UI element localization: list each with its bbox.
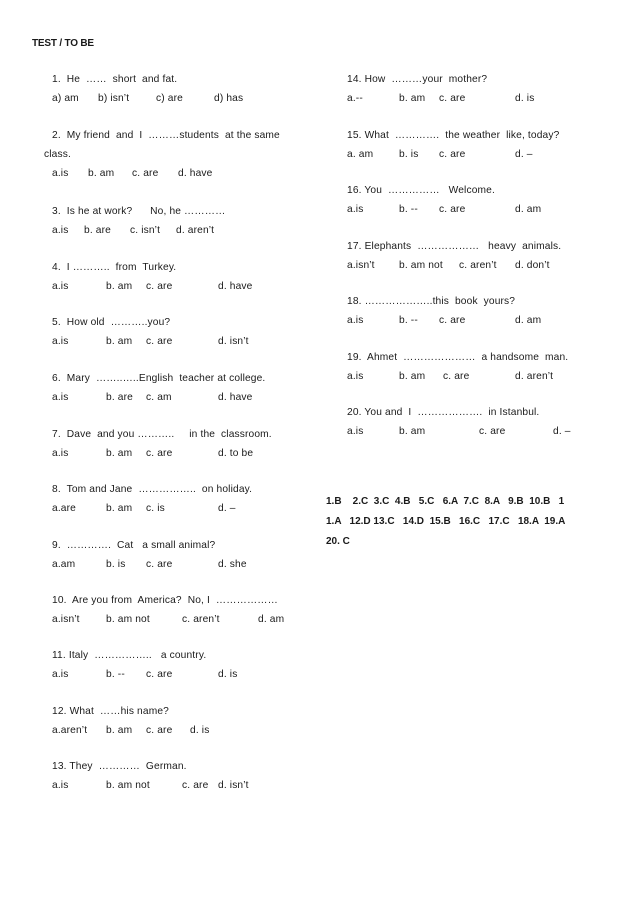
question-2 [44, 130, 280, 182]
option-b: b. am [399, 371, 426, 382]
option-c: c. are [443, 371, 470, 382]
option-b: b. am not [106, 780, 150, 791]
question-stem: 15. What …………. the weather like, today? [347, 130, 560, 141]
option-a: a.is [347, 315, 364, 326]
page-title: TEST / TO BE [32, 38, 94, 49]
question-17 [347, 241, 561, 274]
option-a: a.is [52, 669, 69, 680]
question-4 [52, 262, 253, 295]
question-stem: 13. They ………… German. [52, 761, 187, 772]
option-d: d) has [214, 93, 244, 104]
option-a: a.isn’t [52, 614, 80, 625]
option-c: c. are [439, 315, 466, 326]
option-c: c. are [182, 780, 209, 791]
option-c: c. are [146, 669, 173, 680]
option-d: d. is [218, 669, 238, 680]
question-stem: 4. I ……….. from Turkey. [52, 262, 177, 273]
option-d: d. have [218, 281, 253, 292]
question-stem: 14. How ………your mother? [347, 74, 488, 85]
option-d: d. isn’t [218, 780, 249, 791]
option-d: d. isn’t [218, 336, 249, 347]
option-c: c. isn’t [130, 225, 161, 236]
question-18 [347, 296, 542, 329]
option-a: a.is [347, 426, 364, 437]
question-5 [52, 317, 249, 350]
option-b: b. are [84, 225, 111, 236]
option-c: c. aren’t [459, 260, 497, 271]
option-a: a.is [347, 204, 364, 215]
question-stem: 16. You …………… Welcome. [347, 185, 495, 196]
question-stem: 17. Elephants ……………… heavy animals. [347, 241, 562, 252]
option-c: c. are [439, 204, 466, 215]
question-20 [347, 407, 571, 440]
question-15 [347, 130, 559, 163]
option-b: b. am not [106, 614, 150, 625]
option-d: d. have [178, 168, 213, 179]
question-stem-continued: class. [44, 149, 71, 160]
answer-key-line: 1.B 2.C 3.C 4.B 5.C 6.A 7.C 8.A 9.B 10.B 1 [326, 496, 565, 507]
question-stem: 2. My friend and I ………students at the same [52, 130, 280, 141]
question-stem: 5. How old ………..you? [52, 317, 171, 328]
question-19 [347, 352, 568, 385]
question-stem: 8. Tom and Jane …………….. on holiday. [52, 484, 253, 495]
option-b: b. am [88, 168, 115, 179]
option-d: d. to be [218, 448, 254, 459]
option-b: b. are [106, 392, 133, 403]
option-c: c. are [146, 448, 173, 459]
option-d: d. aren’t [515, 371, 554, 382]
option-b: b. am [106, 503, 133, 514]
option-b: b. am not [399, 260, 443, 271]
option-b: b. -- [399, 204, 418, 215]
option-c: c) are [156, 93, 183, 104]
question-11 [52, 650, 238, 683]
answer-key-line: 1.A 12.D 13.C 14.D 15.B 16.C 17.C 18.A 19.A [326, 516, 566, 527]
question-1 [52, 74, 244, 107]
option-d: d. have [218, 392, 253, 403]
question-7 [52, 429, 272, 462]
option-b: b. am [399, 93, 426, 104]
option-d: d. – [553, 426, 571, 437]
option-c: c. are [439, 149, 466, 160]
option-c: c. are [146, 336, 173, 347]
question-14 [347, 74, 535, 107]
option-b: b. -- [106, 669, 125, 680]
question-10 [52, 595, 285, 628]
option-a: a.is [52, 281, 69, 292]
option-a: a.is [52, 225, 69, 236]
question-stem: 1. He …… short and fat. [52, 74, 178, 85]
option-b: b. am [106, 281, 133, 292]
option-a: a.-- [347, 93, 363, 104]
option-d: d. am [515, 204, 542, 215]
option-d: d. aren’t [176, 225, 215, 236]
question-8 [52, 484, 252, 517]
question-3 [52, 206, 225, 239]
option-c: c. are [479, 426, 506, 437]
question-stem: 11. Italy …………….. a country. [52, 650, 207, 661]
option-a: a.are [52, 503, 76, 514]
option-a: a) am [52, 93, 79, 104]
option-d: d. – [218, 503, 236, 514]
option-b: b. is [106, 559, 126, 570]
question-13 [52, 761, 249, 794]
option-b: b. am [106, 725, 133, 736]
option-a: a.am [52, 559, 76, 570]
option-a: a.is [52, 780, 69, 791]
option-d: d. she [218, 559, 247, 570]
question-stem: 6. Mary ……..…..English teacher at college. [52, 373, 266, 384]
option-c: c. are [132, 168, 159, 179]
option-a: a.is [52, 336, 69, 347]
option-c: c. are [146, 725, 173, 736]
question-6 [52, 373, 265, 406]
option-a: a.is [52, 392, 69, 403]
option-c: c. are [439, 93, 466, 104]
option-b: b. -- [399, 315, 418, 326]
question-stem: 9. …………. Cat a small animal? [52, 540, 216, 551]
question-stem: 10. Are you from America? No, I ……………… [52, 595, 278, 606]
question-16 [347, 185, 542, 218]
option-b: b) isn’t [98, 93, 130, 104]
question-stem: 12. What ……his name? [52, 706, 169, 717]
question-stem: 18. ………………..this book yours? [347, 296, 516, 307]
option-c: c. am [146, 392, 172, 403]
question-stem: 20. You and I ………………. in Istanbul. [347, 407, 540, 418]
option-c: c. aren’t [182, 614, 220, 625]
option-b: b. is [399, 149, 419, 160]
question-12 [52, 706, 210, 739]
option-d: d. am [515, 315, 542, 326]
option-b: b. am [106, 336, 133, 347]
option-d: d. is [190, 725, 210, 736]
question-stem: 7. Dave and you ……….. in the classroom. [52, 429, 272, 440]
option-c: c. is [146, 503, 165, 514]
question-stem: 19. Ahmet ………………… a handsome man. [347, 352, 569, 363]
option-a: a.is [52, 168, 69, 179]
option-b: b. am [399, 426, 426, 437]
option-c: c. are [146, 559, 173, 570]
option-a: a. am [347, 149, 374, 160]
option-b: b. am [106, 448, 133, 459]
option-a: a.is [52, 448, 69, 459]
answer-key [326, 492, 596, 552]
answer-key-line: 20. C [326, 536, 350, 547]
option-d: d. don’t [515, 260, 550, 271]
option-a: a.isn’t [347, 260, 375, 271]
option-d: d. is [515, 93, 535, 104]
option-a: a.aren’t [52, 725, 88, 736]
option-a: a.is [347, 371, 364, 382]
question-9 [52, 540, 247, 573]
option-c: c. are [146, 281, 173, 292]
question-stem: 3. Is he at work? No, he ………… [52, 206, 226, 217]
option-d: d. am [258, 614, 285, 625]
option-d: d. – [515, 149, 533, 160]
